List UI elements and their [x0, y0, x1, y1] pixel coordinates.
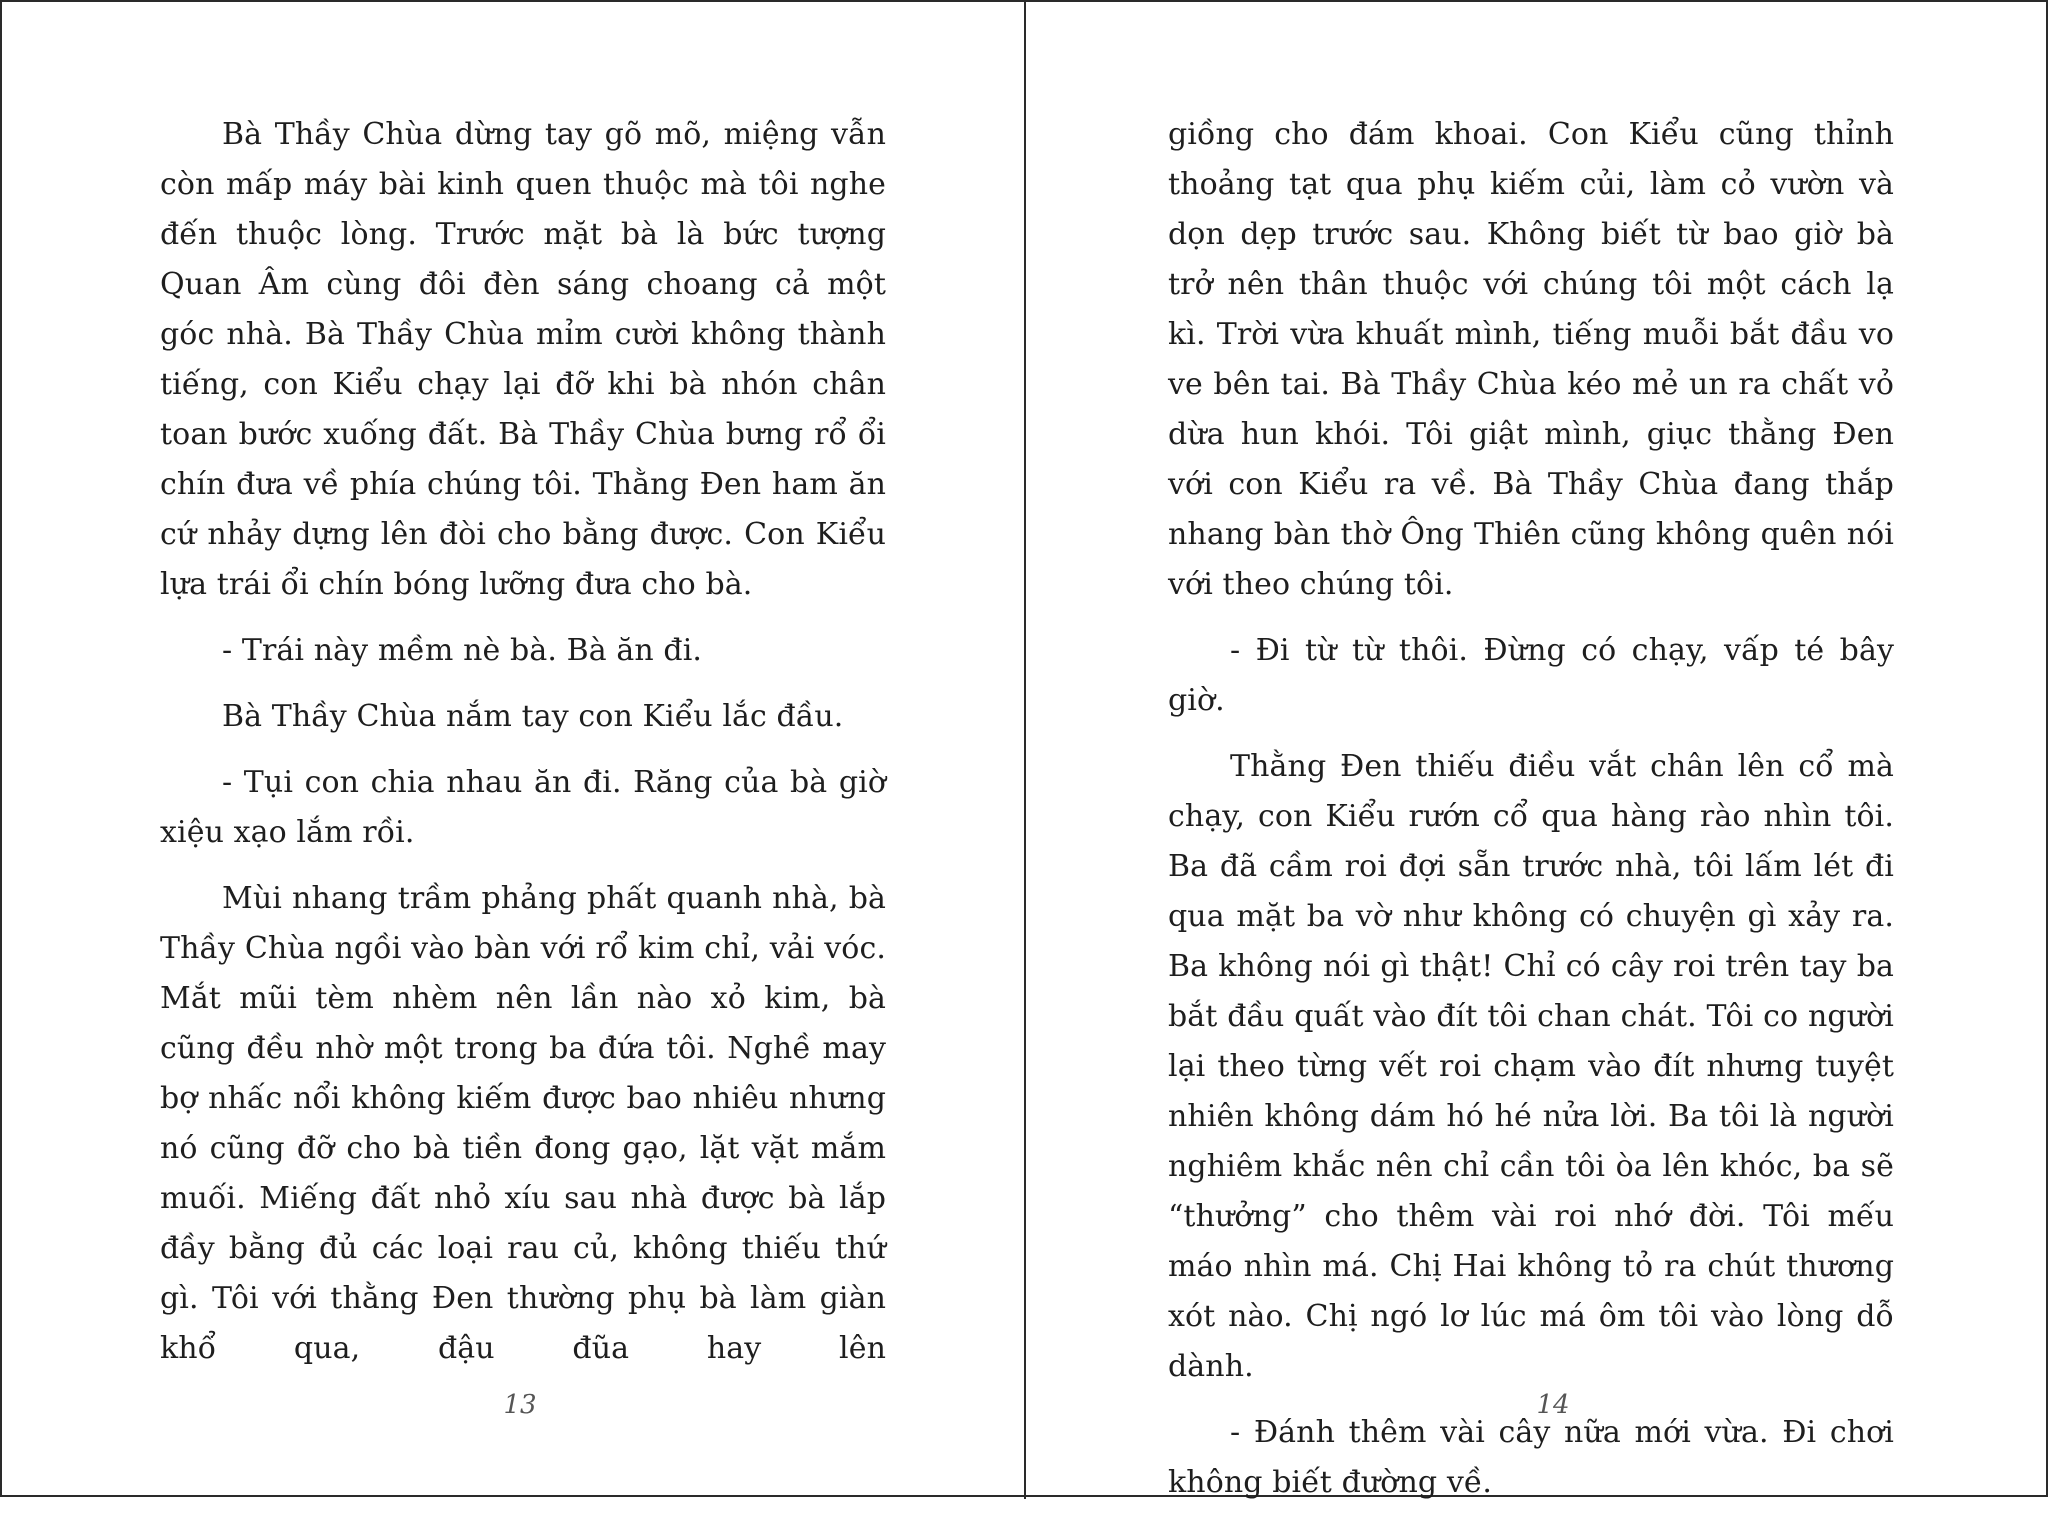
page-number: 13 — [503, 1390, 537, 1420]
dialogue-line: - Đánh thêm vài cây nữa mới vừa. Đi chơi không biết đường về. — [1168, 1415, 1894, 1500]
paragraph: Thằng Đen thiếu điều vắt chân lên cổ mà chạy, con Kiểu rướn cổ qua hàng rào nhìn tôi. Ba đã cầm roi đợi sẵn trước nhà, tôi lấm lét đi qua mặt ba vờ như không có chuyện gì xảy ra. Ba không nói gì thật! Chỉ có cây roi trên tay ba bắt đầu quất vào đít tôi chan chát. Tôi co người lại theo từng vết roi chạm vào đít nhưng tuyệt nhiên không dám hó hé nửa lời. Ba tôi là người nghiêm khắc nên chỉ cần tôi òa lên khóc, ba sẽ “thưởng” cho thêm vài roi nhớ đời. Tôi mếu máo nhìn má. Chị Hai không tỏ ra chút thương xót nào. Chị ngó lơ lúc má ôm tôi vào lòng dỗ dành. — [1168, 749, 1894, 1384]
right-page — [1026, 2, 2048, 1499]
paragraph: Bà Thầy Chùa dừng tay gõ mõ, miệng vẫn còn mấp máy bài kinh quen thuộc mà tôi nghe đến thuộc lòng. Trước mặt bà là bức tượng Quan Âm cùng đôi đèn sáng choang cả một góc nhà. Bà Thầy Chùa mỉm cười không thành tiếng, con Kiểu chạy lại đỡ khi bà nhón chân toan bước xuống đất. Bà Thầy Chùa bưng rổ ổi chín đưa về phía chúng tôi. Thằng Đen ham ăn cứ nhảy dựng lên đòi cho bằng được. Con Kiểu lựa trái ổi chín bóng lưỡng đưa cho bà. — [160, 117, 886, 602]
left-page — [2, 2, 1024, 1499]
dialogue-line: - Đi từ từ thôi. Đừng có chạy, vấp té bây giờ. — [1168, 633, 1894, 718]
page-number: 14 — [1536, 1390, 1570, 1420]
dialogue-line: - Tụi con chia nhau ăn đi. Răng của bà giờ xiệu xạo lắm rồi. — [160, 765, 886, 850]
paragraph: Bà Thầy Chùa nắm tay con Kiểu lắc đầu. — [222, 699, 844, 734]
paragraph-continued: giồng cho đám khoai. Con Kiểu cũng thỉnh thoảng tạt qua phụ kiếm củi, làm cỏ vườn và dọn dẹp trước sau. Không biết từ bao giờ bà trở nên thân thuộc với chúng tôi một cách lạ kì. Trời vừa khuất mình, tiếng muỗi bắt đầu vo ve bên tai. Bà Thầy Chùa kéo mẻ un ra chất vỏ dừa hun khói. Tôi giật mình, giục thằng Đen với con Kiểu ra về. Bà Thầy Chùa đang thắp nhang bàn thờ Ông Thiên cũng không quên nói với theo chúng tôi. — [1168, 117, 1894, 602]
right-page-text — [1168, 110, 1894, 1524]
paragraph: Mùi nhang trầm phảng phất quanh nhà, bà Thầy Chùa ngồi vào bàn với rổ kim chỉ, vải vóc. Mắt mũi tèm nhèm nên lần nào xỏ kim, bà cũng đều nhờ một trong ba đứa tôi. Nghề may bợ nhấc nổi không kiếm được bao nhiêu nhưng nó cũng đỡ cho bà tiền đong gạo, lặt vặt mắm muối. Miếng đất nhỏ xíu sau nhà được bà lắp đầy bằng đủ các loại rau củ, không thiếu thứ gì. Tôi với thằng Đen thường phụ bà làm giàn khổ qua, đậu đũa hay lên — [160, 881, 886, 1366]
dialogue-line: - Trái này mềm nè bà. Bà ăn đi. — [222, 633, 703, 668]
left-page-text — [160, 110, 886, 1390]
